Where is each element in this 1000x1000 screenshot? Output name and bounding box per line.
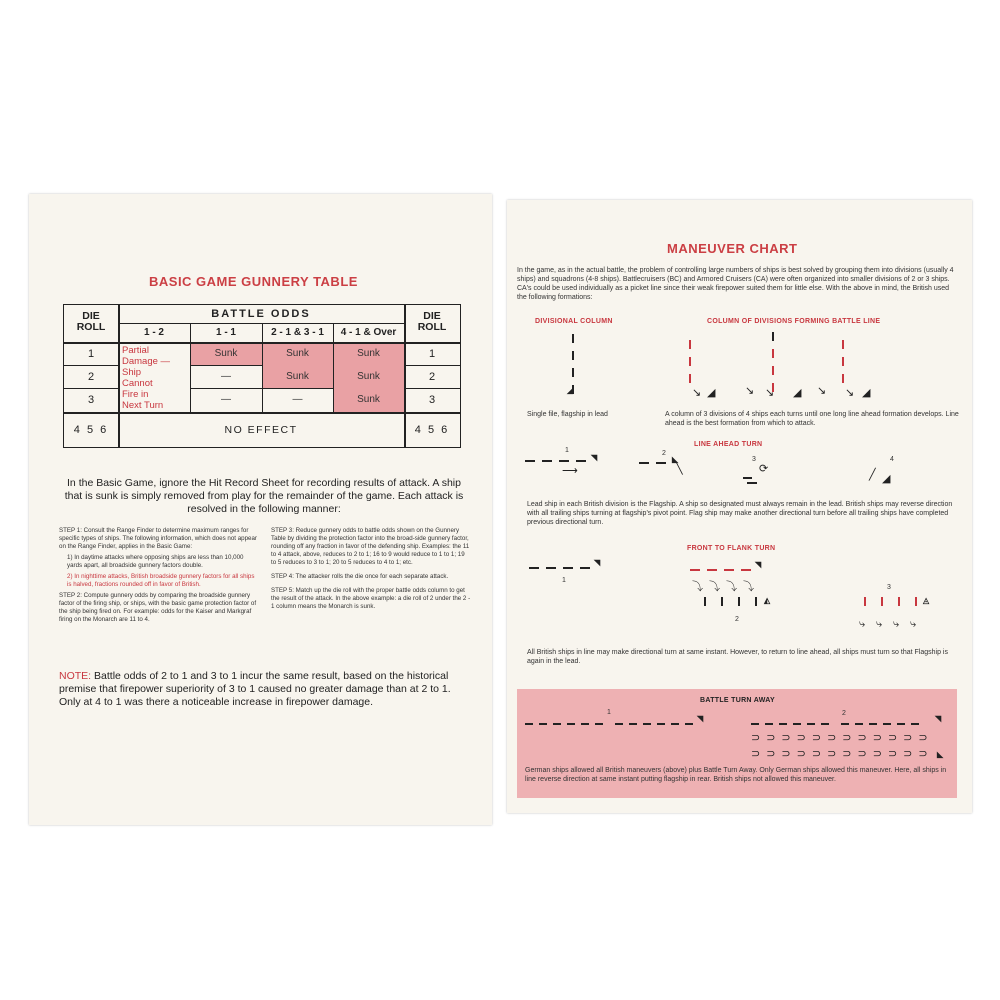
roll-1: 1 (87, 348, 95, 360)
front-to-flank-heading: FRONT TO FLANK TURN (687, 545, 776, 552)
column-of-divisions-heading: COLUMN OF DIVISIONS FORMING BATTLE LINE (707, 318, 881, 325)
maneuver-title: MANEUVER CHART (667, 241, 798, 256)
lead-ship-text: Lead ship in each British division is the Flagship. A ship so designated must always remain in the lead. British ships may reverse direction with all trailing ships turning at flagship's pivot point. Flag ship may make another directional turn before all trailing ships have completed previous directional turn. (527, 501, 953, 526)
note-paragraph: NOTE: Battle odds of 2 to 1 and 3 to 1 incur the same result, based on the historical premise that firepower superiority of 3 to 1 caused no greater damage than at 2 to 1. Only at 4 to 1 was there a noticeable increase in firepower damage. (59, 670, 451, 708)
gunnery-intro: In the Basic Game, ignore the Hit Record Sheet for recording results of attack. A ship that is sunk is simply removed from play for the remainder of the game. Each attack is resolved in the following manner: (64, 477, 464, 515)
col-2-1: 2 - 1 & 3 - 1 (271, 327, 324, 338)
col-1-1: 1 - 1 (215, 327, 236, 338)
maneuver-intro: In the game, as in the actual battle, the problem of controlling large numbers of ships is best solved by grouping them into divisions (usually 4 ships) and squadrons (4-8 ships). Battlecruisers (BC) and Armored Cruisers (CA) were often organized into smaller divisions of 2 or 3 ships. CA's could be used individually as a picket line since their weak firepower suited them for little else. With the above in mind, the British used the following formations: (517, 267, 954, 301)
roll-1-right: 1 (428, 348, 436, 360)
battle-turn-away-panel: BATTLE TURN AWAY 1 2 ◥ ◥ ⊃⊃⊃⊃⊃⊃⊃⊃⊃⊃⊃⊃ ⊃⊃⊃⊃⊃⊃⊃⊃⊃⊃⊃⊃ ◣ German ships allowed all British maneuvers (above) plus Battle Turn Away. Only German ships allowed this maneuver. Here, all ships in line reverse direction at same instant putting flagship in rear. British ships not allowed this maneuver. (517, 689, 957, 798)
roll-2-right: 2 (428, 371, 436, 383)
steps-left-col: STEP 1: Consult the Range Finder to determine maximum ranges for specific types of ships. The following information, which does not appear on the Range Finder, applies in the Basic Game: 1) In daytime attacks where opposing ships are less than 10,000 yards apart, all broadside gunnery factors double. 2) In nighttime attacks, British broadside gunnery factors for all ships is halved, fractions rounded off in favor of British. STEP 2: Compute gunnery odds by comparing the broadside gunnery factor of the firing ship, or ships, with the basic game protection factor of the ship being fired on. For example: odds for the Kaiser and Markgraf firing on the Monarch are 11 to 4. (59, 527, 257, 623)
no-effect: NO EFFECT (224, 424, 298, 436)
result-r3-c2: — (221, 394, 231, 405)
note-label: NOTE: (59, 670, 92, 682)
result-r2-c4: Sunk (357, 371, 380, 382)
result-r1-c4: Sunk (357, 348, 380, 359)
result-r1-c2: Sunk (214, 348, 238, 359)
gunnery-title: BASIC GAME GUNNERY TABLE (149, 274, 358, 289)
single-file-caption: Single file, flagship in lead (527, 411, 608, 418)
gunnery-table-sheet (29, 194, 492, 825)
die-roll-header-left: DIE ROLL (76, 310, 106, 333)
column-divisions-caption: A column of 3 divisions of 4 ships each turns until one long line ahead formation develops. Line ahead is the best formation from which to attack. (665, 411, 959, 427)
roll-456-right: 4 5 6 (414, 424, 450, 436)
steps-right-col: STEP 3: Reduce gunnery odds to battle odds shown on the Gunnery Table by dividing the protection factor into the broad-side gunnery factor, rounding off any fraction in favor of the defending ship. Examples: the 11 to 4 attack, above, reduces to 2 to 1; 16 to 9 would reduce to 1 to 1; 19 to 5 reduces to 3 to 1; 20 to 5 reduces to 4 to 1; etc. STEP 4: The attacker rolls the die once for each separate attack. STEP 5: Match up the die roll with the proper battle odds column to get the result of the attack. In the above example: a die roll of 2 under the 2 - 1 column means the Monarch is sunk. (271, 527, 471, 610)
battle-turn-away-text: German ships allowed all British maneuvers (above) plus Battle Turn Away. Only German ships allowed this maneuver. Here, all ships in line reverse direction at same instant putting flagship in rear. British ships not allowed this maneuver. (525, 767, 947, 783)
die-roll-header-right: DIE ROLL (417, 310, 447, 333)
result-r2-c3: Sunk (286, 371, 309, 382)
roll-456: 4 5 6 (73, 424, 109, 436)
result-r2-c2: — (221, 371, 231, 382)
gunnery-table (63, 304, 461, 448)
line-ahead-turn-heading: LINE AHEAD TURN (694, 441, 763, 448)
divisional-column-heading: DIVISIONAL COLUMN (535, 318, 613, 325)
result-r1-c3: Sunk (286, 348, 309, 359)
col-1-2: 1 - 2 (143, 327, 164, 338)
partial-damage-text: Partial Damage — Ship Cannot Fire in Next Turn (122, 345, 171, 411)
col-4-1: 4 - 1 & Over (340, 327, 397, 338)
result-r3-c3: — (292, 394, 303, 405)
roll-3: 3 (87, 394, 95, 406)
flank-text: All British ships in line may make directional turn at same instant. However, to return to line ahead, all ships must turn so that Flagship is again in the lead. (527, 649, 948, 665)
roll-2: 2 (87, 371, 95, 383)
result-r3-c4: Sunk (357, 394, 380, 405)
roll-3-right: 3 (428, 394, 436, 406)
battle-odds-header: BATTLE ODDS (211, 308, 311, 320)
maneuver-chart-sheet: MANEUVER CHART In the game, as in the actual battle, the problem of controlling large numbers of ships is best solved by grouping them into divisions (usually 4 ships) and squadrons (4-8 ships). Battlecruisers (BC) and Armored Cruisers (CA) were often organized into smaller divisions of 2 or 3 ships. CA's could be used individually as a picket line since their weak firepower suited them for little else. With the above in mind, the British used the following formations: DIVISIONAL COLUMN COLUMN OF DIVISIONS FORMING BATTLE LINE ◢ Single file, flagship in lead ↘ ◢ ↘ ↘ ◢ ↘ ↘ ◢ A column of 3 divisions of 4 ships each turns until one long line ahead formation develops. Line ahead is the best formation from which to attack. LINE AHEAD TURN 1 ◥ ⟶ 2 ◣ ╲ 3 ⟳ 4 ╱ ◢ Lead ship in each British division is the Flagship. A ship so designated must always remain in the lead. British ships may reverse direction with all trailing ships turning at flagship's pivot point. Flag ship may make another directional turn before all trailing ships have completed previous directional turn. FRONT TO FLANK TURN ◥ 1 ◥ ⤵ ⤵ ⤵ ⤵ ◭ 2 3 ◬ ⤷ ⤷ ⤷ ⤷ All British ships in line may make directional turn at same instant. However, to return to line ahead, all ships must turn so that Flagship is again in the lead. BATTLE TURN AWAY 1 2 ◥ ◥ ⊃⊃⊃⊃⊃⊃⊃⊃⊃⊃⊃⊃ ⊃⊃⊃⊃⊃⊃⊃⊃⊃⊃⊃⊃ ◣ German ships allowed all British maneuvers (above) plus Battle Turn Away. Only German ships allowed this maneuver. Here, all ships in line reverse direction at same instant putting flagship in rear. British ships not allowed this maneuver. (507, 200, 972, 813)
battle-turn-away-heading: BATTLE TURN AWAY (700, 697, 775, 704)
